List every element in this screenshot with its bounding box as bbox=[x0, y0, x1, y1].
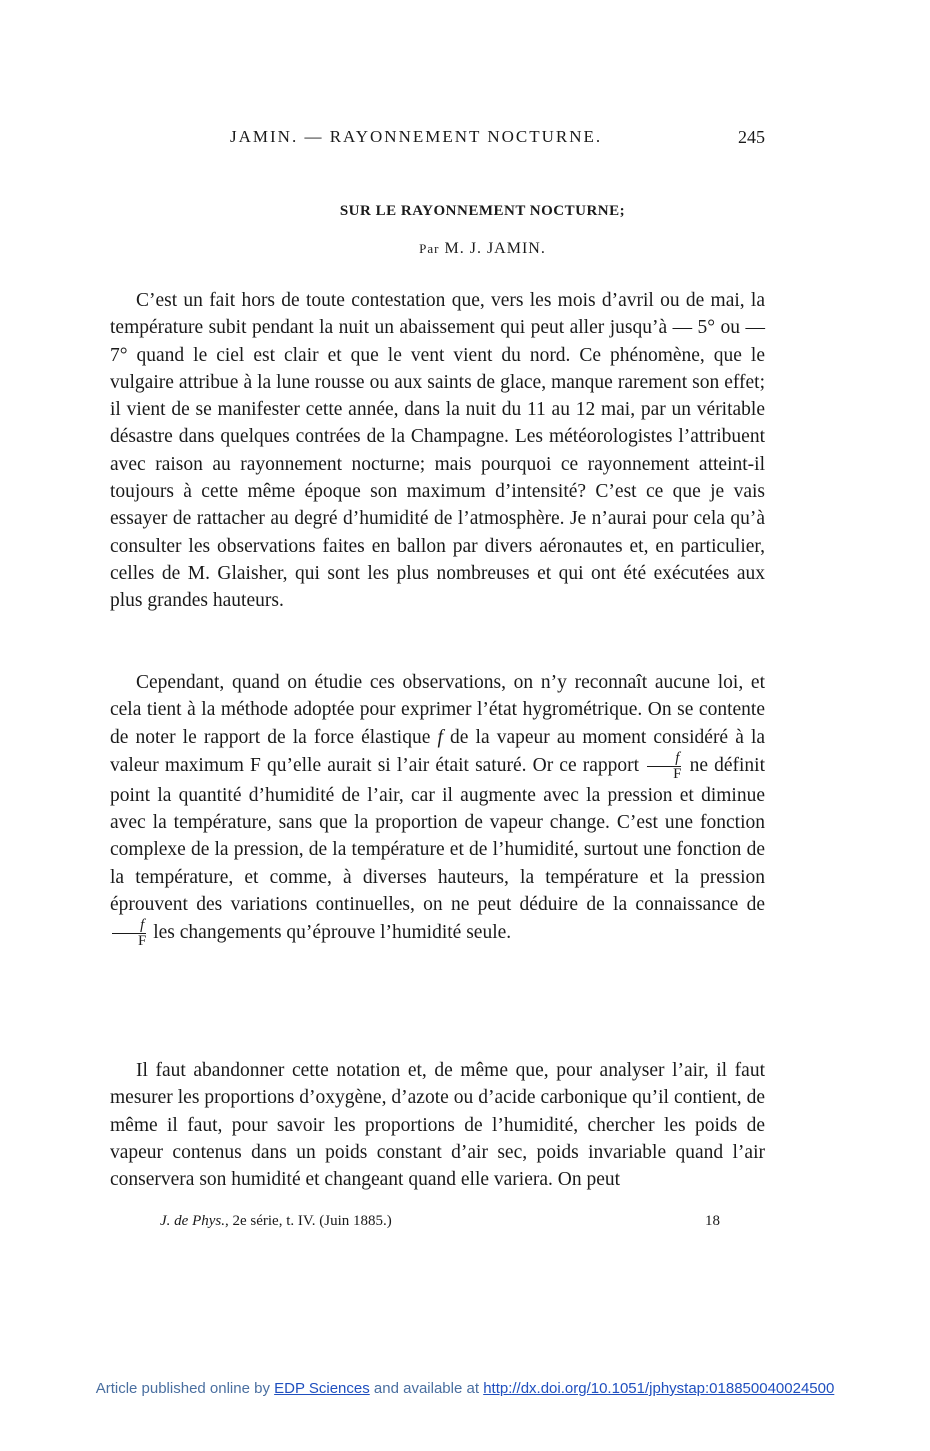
fraction-f-over-F bbox=[647, 751, 681, 782]
page-header bbox=[110, 127, 765, 153]
publisher-link[interactable]: EDP Sciences bbox=[274, 1380, 370, 1397]
paragraph-1: C’est un fait hors de toute contestation que, vers les mois d’avril ou de mai, la température subit pendant la nuit un abaissement qui peut aller jusqu’à — 5° ou — 7° quand le ciel est clair et que le vent vient du nord. Ce phénomène, que le vulgaire attribue à la lune rousse ou aux saints de glace, manque rarement son effet; il vient de se manifester cette année, dans la nuit du 11 au 12 mai, par un véritable désastre dans quelques contrées de la Champagne. Les météorologistes l’attribuent avec raison au rayonnement nocturne; mais pourquoi ce rayonnement atteint-il toujours à cette même époque son maximum d’intensité? C’est ce que je vais essayer de rattacher au degré d’humidité de l’atmosphère. Je n’aurai pour cela qu’à consulter les observations faites en ballon par divers aéronautes et, en particulier, celles de M. Glaisher, qui sont les plus nombreuses et qui ont été exécutées aux plus grandes hauteurs. bbox=[110, 290, 765, 612]
fraction-denominator: F bbox=[673, 765, 682, 782]
paragraph-2 bbox=[110, 669, 765, 1057]
article-author bbox=[0, 240, 930, 258]
page-number: 245 bbox=[738, 127, 765, 147]
paragraph-3: Il faut abandonner cette notation et, de même que, pour analyser l’air, il faut mesurer les proportions d’oxygène, d’azote ou d’acide carbonique qu’il contient, de même il faut, pour savoir les proportions de l’humidité, chercher les poids de vapeur contenus dans un poids constant d’air sec, poids invariable quand l’air conservera son humidité et changeant quand elle variera. On peut bbox=[110, 1060, 765, 1191]
journal-details: , 2e série, t. IV. (Juin 1885.) bbox=[224, 1213, 392, 1229]
doi-link[interactable]: http://dx.doi.org/10.1051/jphystap:018850040024500 bbox=[483, 1380, 835, 1397]
paragraph-2-part-a: Cependant, quand on étudie ces observations, on n’y reconnaît aucune loi, et cela tient à la méthode adoptée pour exprimer l’état hygrométrique. On se contente de noter le rapport de la force élastique bbox=[110, 672, 765, 748]
running-title: JAMIN. — RAYONNEMENT NOCTURNE. bbox=[230, 127, 603, 146]
fraction-denominator: F bbox=[138, 933, 147, 950]
article-title: SUR LE RAYONNEMENT NOCTURNE; bbox=[339, 203, 626, 219]
body-text bbox=[110, 287, 765, 1193]
banner-middle: and available at bbox=[373, 1380, 480, 1397]
signature-mark: 18 bbox=[705, 1213, 720, 1229]
journal-name: J. de Phys. bbox=[160, 1213, 225, 1229]
publisher-banner bbox=[0, 1380, 930, 1397]
fraction-numerator: f bbox=[647, 751, 681, 767]
variable-f: f bbox=[437, 726, 443, 748]
paragraph-2-part-d: les changements qu’éprouve l’humidité seule. bbox=[153, 922, 512, 944]
banner-prefix: Article published online by bbox=[95, 1380, 270, 1397]
paragraph-2-part-b: de la vapeur au moment considéré à la valeur maximum F qu’elle aurait si l’air était saturé. Or ce rapport bbox=[110, 726, 766, 776]
page-footer bbox=[160, 1213, 720, 1235]
author-prefix: Par bbox=[419, 241, 440, 256]
author-name: M. J. JAMIN. bbox=[444, 240, 546, 257]
paragraph-2-part-c: ne définit point la quantité d’humidité de l’air, car il augmente avec la pression et diminue avec la température, sans que la proportion de vapeur change. C’est une fonction complexe de la pression, de la température et de l’humidité, surtout une fonction de la température, et comme, à diverses hauteurs, la température et la pression éprouvent des variations continuelles, on ne peut déduire de la connaissance de bbox=[110, 754, 765, 916]
journal-reference bbox=[160, 1213, 392, 1230]
fraction-f-over-F bbox=[112, 918, 146, 949]
fraction-numerator: f bbox=[112, 918, 146, 934]
